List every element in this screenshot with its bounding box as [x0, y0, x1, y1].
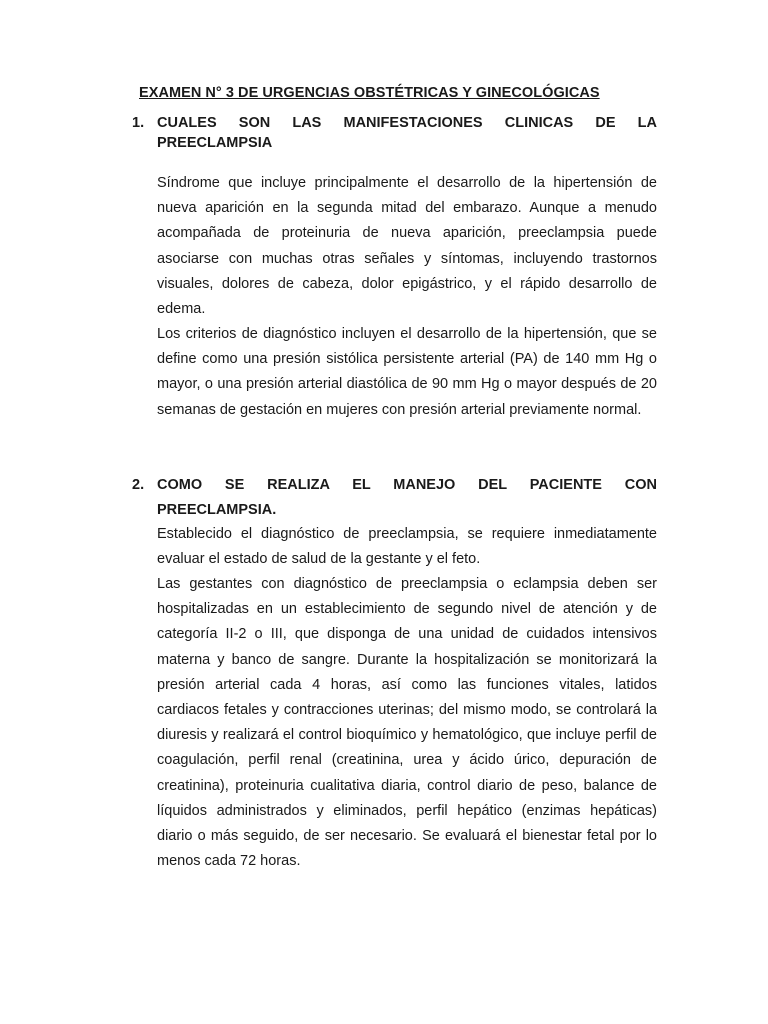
question-1-heading: [157, 113, 657, 153]
question-1-paragraph-2: Los criterios de diagnóstico incluyen el desarrollo de la hipertensión, que se define como una presión sistólica persistente arterial (PA) de 140 mm Hg o mayor, o una presión arterial diastólica de 90 mm Hg o mayor después de 20 semanas de gestación en mujeres con presión arterial previamente normal.: [157, 326, 657, 418]
question-1-heading-line1: CUALES SON LAS MANIFESTACIONES CLINICAS DE LA: [157, 115, 657, 131]
question-1-number: 1.: [132, 115, 145, 131]
question-2-heading-line2: PREECLAMPSIA.: [157, 502, 277, 518]
question-2-number: 2.: [132, 477, 145, 493]
question-1-heading-line2: PREECLAMPSIA: [157, 135, 273, 151]
question-1-paragraph-1: Síndrome que incluye principalmente el desarrollo de la hipertensión de nueva aparición en la segunda mitad del embarazo. Aunque a menudo acompañada de proteinuria de nueva aparición, preeclampsia puede asociarse con muchas otras señales y síntomas, incluyendo trastornos visuales, dolores de cabeza, dolor epigástrico, y el rápido desarrollo de edema.: [157, 175, 657, 318]
question-2-heading: [157, 473, 657, 523]
question-2-paragraph-1: Establecido el diagnóstico de preeclampsia, se requiere inmediatamente evaluar el estado de salud de la gestante y el feto.: [157, 526, 657, 568]
question-2-paragraph-2: Las gestantes con diagnóstico de preeclampsia o eclampsia deben ser hospitalizadas en un establecimiento de segundo nivel de atención y de categoría II-2 o III, que disponga de una unidad de cuidados intensivos materna y banco de sangre. Durante la hospitalización se monitorizará la presión arterial cada 4 horas, así como las funciones vitales, latidos cardiacos fetales y contracciones uterinas; del mismo modo, se controlará la diuresis y realizará el control bioquímico y hematológico, que incluye perfil de coagulación, perfil renal (creatinina, urea y ácido úrico, depuración de creatinina), proteinuria cualitativa diaria, control diario de peso, balance de líquidos administrados y eliminados, perfil hepático (enzimas hepáticas) diario o más seguido, de ser necesario. Se evaluará el bienestar fetal por lo menos cada 72 horas.: [157, 576, 657, 870]
question-2-heading-line1: COMO SE REALIZA EL MANEJO DEL PACIENTE CON: [157, 477, 657, 493]
document-title: EXAMEN N° 3 DE URGENCIAS OBSTÉTRICAS Y GINECOLÓGICAS: [139, 85, 600, 101]
